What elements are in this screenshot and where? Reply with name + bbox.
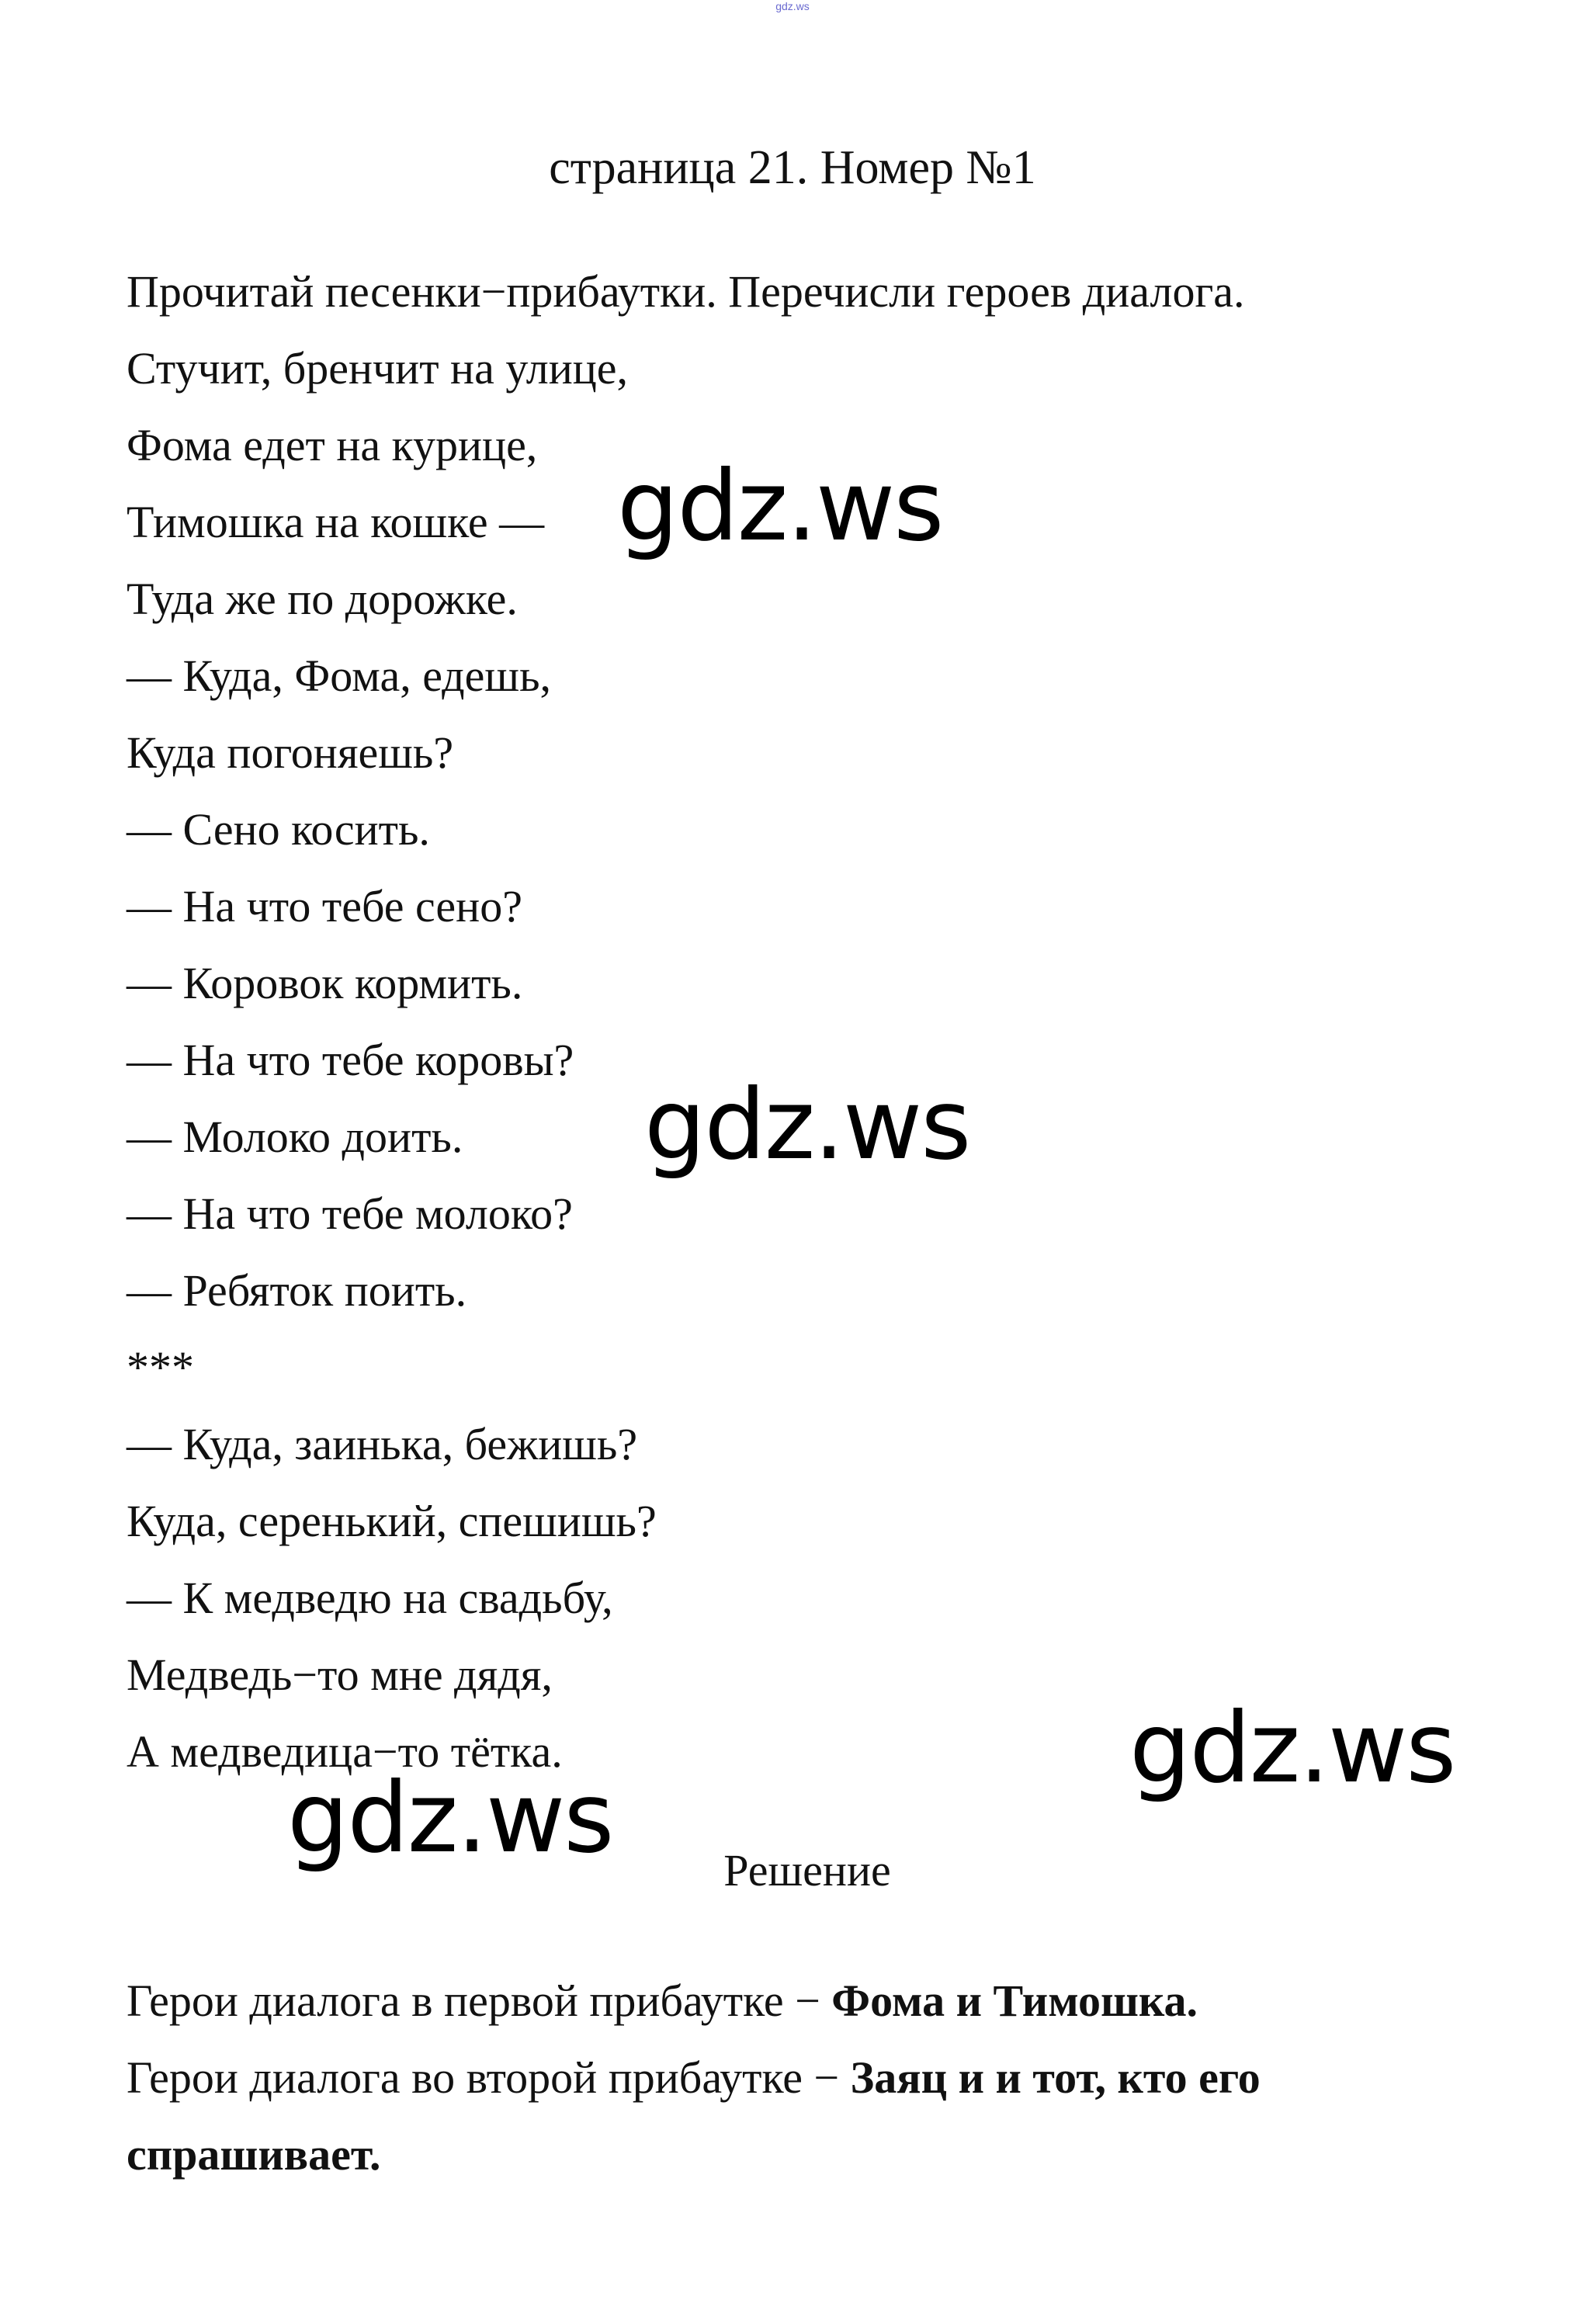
poem-separator: *** bbox=[127, 1342, 194, 1393]
poem-line: Куда погоняешь? bbox=[127, 727, 454, 778]
poem-line: Фома едет на курице, bbox=[127, 420, 538, 470]
solution-title: Решение bbox=[723, 1845, 891, 1896]
top-watermark-text: gdz.ws bbox=[775, 0, 810, 12]
poem-line: Куда, серенький, спешишь? bbox=[127, 1496, 657, 1546]
poem-line: — Куда, Фома, едешь, bbox=[127, 650, 552, 701]
poem-line: — Куда, заинька, бежишь? bbox=[127, 1419, 638, 1469]
poem-line: — На что тебе молоко? bbox=[127, 1188, 573, 1239]
answer-bold: Фома и Тимошка. bbox=[831, 1975, 1198, 2026]
poem-line: — Сено косить. bbox=[127, 804, 430, 855]
watermark: gdz.ws bbox=[644, 1069, 970, 1181]
solution-text bbox=[127, 1962, 1493, 2193]
answer-line-1 bbox=[127, 1962, 1493, 2039]
page-title: страница 21. Номер №1 bbox=[549, 141, 1036, 194]
answer-bold: Заяц и и тот, кто его bbox=[850, 2052, 1261, 2103]
poem-line: Тимошка на кошке — bbox=[127, 497, 545, 547]
poem-line: Медведь−то мне дядя, bbox=[127, 1649, 553, 1700]
poem-line: — К медведю на свадьбу, bbox=[127, 1573, 613, 1623]
answer-prefix: Герои диалога во второй прибаутке − bbox=[127, 2052, 851, 2103]
poem-line: — Коровок кормить. bbox=[127, 958, 523, 1008]
poem-line: А медведица−то тётка. bbox=[127, 1726, 563, 1777]
watermark: gdz.ws bbox=[287, 1762, 613, 1875]
task-instruction: Прочитай песенки−прибаутки. Перечисли героев диалога. bbox=[127, 266, 1245, 317]
poem-line: Стучит, бренчит на улице, bbox=[127, 343, 629, 394]
poem-line: Туда же по дорожке. bbox=[127, 574, 518, 624]
poem-line: — Ребяток поить. bbox=[127, 1265, 467, 1316]
watermark: gdz.ws bbox=[617, 450, 943, 563]
poem-line: — На что тебе сено? bbox=[127, 881, 522, 931]
answer-line-2 bbox=[127, 2039, 1493, 2116]
watermark: gdz.ws bbox=[1129, 1692, 1455, 1805]
poem-line: — Молоко доить. bbox=[127, 1112, 463, 1162]
answer-prefix: Герои диалога в первой прибаутке − bbox=[127, 1975, 832, 2026]
poem-line: — На что тебе коровы? bbox=[127, 1035, 574, 1085]
answer-bold: спрашивает. bbox=[127, 2129, 381, 2180]
answer-line-3 bbox=[127, 2116, 1493, 2193]
